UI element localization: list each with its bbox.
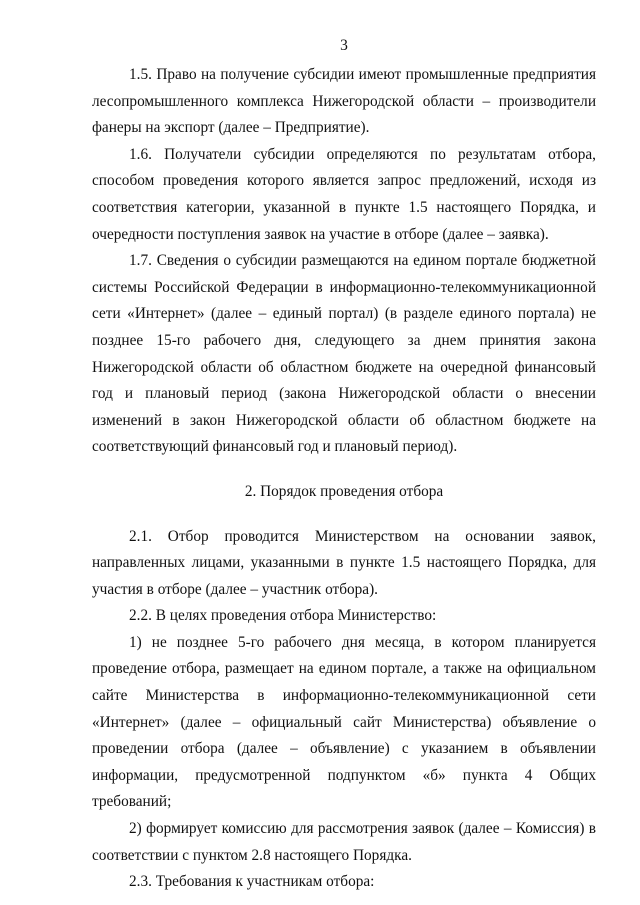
paragraph-2-3: 2.3. Требования к участникам отбора:	[129, 873, 375, 891]
paragraph-1-5: 1.5. Право на получение субсидии имеют промышленные предприятия лесопромышленного комплекса Нижегородской области – производители фанеры на экспорт (далее – Предприятие).	[92, 66, 596, 137]
paragraph-1-6: 1.6. Получатели субсидии определяются по результатам отбора, способом проведения которого является запрос предложений, исходя из соответствия категории, указанной в пункте 1.5 настоящего Порядка, и очередности поступления заявок на участие в отборе (далее – заявка).	[92, 145, 596, 243]
section-heading-2: 2. Порядок проведения отбора	[244, 482, 444, 500]
paragraph-2-2-item-2: 2) формирует комиссию для рассмотрения заявок (далее – Комиссия) в соответствии с пунктом 2.8 настоящего Порядка.	[92, 820, 596, 864]
document-page	[92, 36, 596, 896]
paragraph-1-7: 1.7. Сведения о субсидии размещаются на едином портале бюджетной системы Российской Федерации в информационно-телекоммуникационной сети «Интернет» (далее – единый портал) (в разделе единого портала) не позднее 15-го рабочего дня, следующего за днем принятия закона Нижегородской области об областном бюджете на очередной финансовый год и плановый период (закона Нижегородской области о внесении изменений в закон Нижегородской области об областном бюджете на соответствующий финансовый год и плановый период).	[92, 252, 596, 456]
paragraph-2-2-item-1: 1) не позднее 5-го рабочего дня месяца, в котором планируется проведение отбора, размещает на едином портале, а также на официальном сайте Министерства в информационно-телекоммуникационной сети «Интернет» (далее – официальный сайт Министерства) объявление о проведении отбора (далее – объявление) с указанием в объявлении информации, предусмотренной подпунктом «б» пункта 4 Общих требований;	[92, 633, 596, 811]
page-number: 3	[340, 37, 348, 54]
paragraph-2-1: 2.1. Отбор проводится Министерством на основании заявок, направленных лицами, указанными в пункте 1.5 настоящего Порядка, для участия в отборе (далее – участник отбора).	[92, 527, 596, 598]
paragraph-2-2: 2.2. В целях проведения отбора Министерство:	[129, 607, 437, 625]
